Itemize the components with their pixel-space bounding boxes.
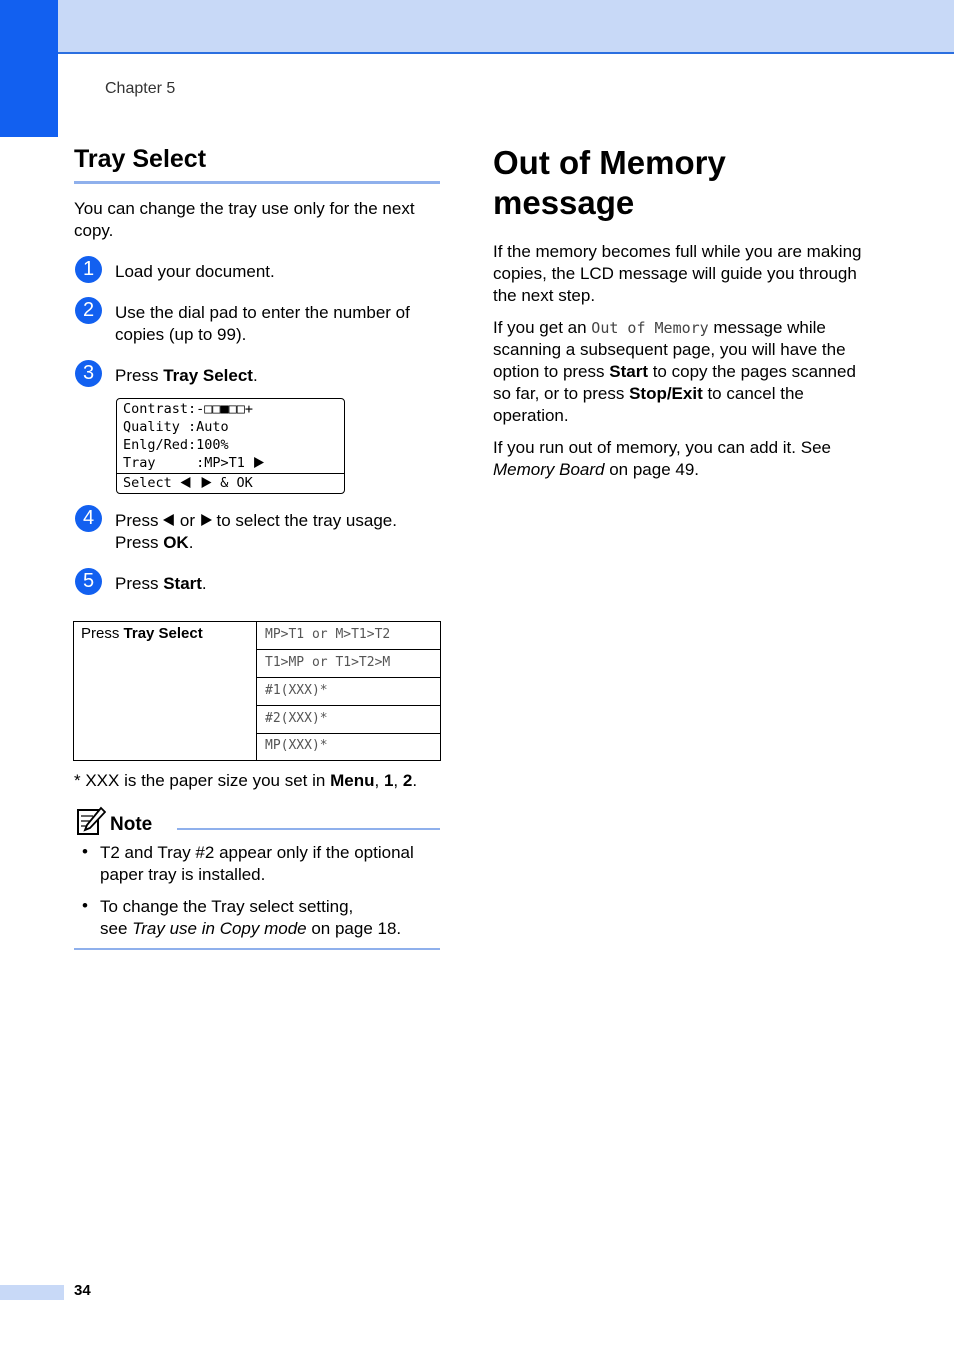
note-rule xyxy=(177,828,440,830)
memory-para-2: If you get an Out of Memory message while scanning a subsequent page, you will have the option to press Start to copy the pages scanned so far, or to press Stop/Exit to cancel the operation. xyxy=(493,318,856,425)
bullet-icon: • xyxy=(82,896,88,915)
lcd-line-contrast: Contrast:-□□■□□+ xyxy=(123,401,254,417)
right-arrow-icon xyxy=(253,457,264,468)
section-title-tray-select: Tray Select xyxy=(74,145,207,173)
step-number-1: 1 xyxy=(75,256,102,283)
step-3-text: Press Tray Select. xyxy=(115,366,258,385)
note-pencil-icon xyxy=(76,806,106,836)
step-number-5: 5 xyxy=(75,568,102,595)
tray-select-key: Tray Select xyxy=(163,366,253,385)
left-arrow-icon xyxy=(163,514,175,526)
note-item-2: To change the Tray select setting, see Tray use in Copy mode on page 18. xyxy=(100,897,402,938)
table-row: #1(XXX)* xyxy=(257,678,440,706)
tray-options-table xyxy=(73,621,441,761)
note-item-1: T2 and Tray #2 appear only if the optional paper tray is installed. xyxy=(100,843,414,884)
lcd-message-text: Out of Memory xyxy=(591,319,709,337)
step-1-text: Load your document. xyxy=(115,262,275,281)
section-title-out-of-memory: Out of Memory message xyxy=(493,144,726,221)
memory-para-1: If the memory becomes full while you are making copies, the LCD message will guide you through the next step. xyxy=(493,242,862,305)
step-2-text: Use the dial pad to enter the number of copies (up to 99). xyxy=(115,303,410,344)
table-left-cell xyxy=(74,622,257,760)
ok-key: OK xyxy=(163,533,189,552)
lcd-line-select: Select & OK xyxy=(123,475,253,491)
section-rule xyxy=(74,181,440,184)
table-row: MP>T1 or M>T1>T2 xyxy=(257,622,440,650)
table-row: T1>MP or T1>T2>M xyxy=(257,650,440,678)
start-key: Start xyxy=(163,574,202,593)
memory-para-3: If you run out of memory, you can add it. See Memory Board on page 49. xyxy=(493,438,831,479)
right-arrow-icon xyxy=(200,477,212,488)
step-number-2: 2 xyxy=(75,297,102,324)
table-row: MP(XXX)* xyxy=(265,738,328,753)
lcd-display xyxy=(116,398,345,494)
lcd-line-enlarge: Enlg/Red:100% xyxy=(123,437,229,453)
chapter-label: Chapter 5 xyxy=(105,80,176,97)
note-title: Note xyxy=(110,814,153,835)
lcd-line-tray: Tray :MP>T1 xyxy=(123,454,264,472)
bullet-icon: • xyxy=(82,842,88,861)
left-arrow-icon xyxy=(180,477,192,488)
step-4-text: Press or to select the tray usage. Press OK. xyxy=(115,511,397,552)
footer-band xyxy=(0,1285,64,1300)
right-arrow-icon xyxy=(200,514,212,526)
table-row: #2(XXX)* xyxy=(257,706,440,734)
tray-select-intro: You can change the tray use only for the next copy. xyxy=(74,199,415,240)
step-number-3: 3 xyxy=(75,360,102,387)
chapter-tab xyxy=(0,0,58,137)
step-5-text: Press Start. xyxy=(115,574,207,593)
step-number-4: 4 xyxy=(75,505,102,532)
page-number: 34 xyxy=(74,1282,91,1299)
header-band xyxy=(0,0,954,54)
table-left-label: Press Tray Select xyxy=(81,625,203,642)
note-bottom-rule xyxy=(74,948,440,950)
lcd-line-quality: Quality :Auto xyxy=(123,419,229,435)
table-footnote: * XXX is the paper size you set in Menu, 1, 2. xyxy=(74,771,418,790)
